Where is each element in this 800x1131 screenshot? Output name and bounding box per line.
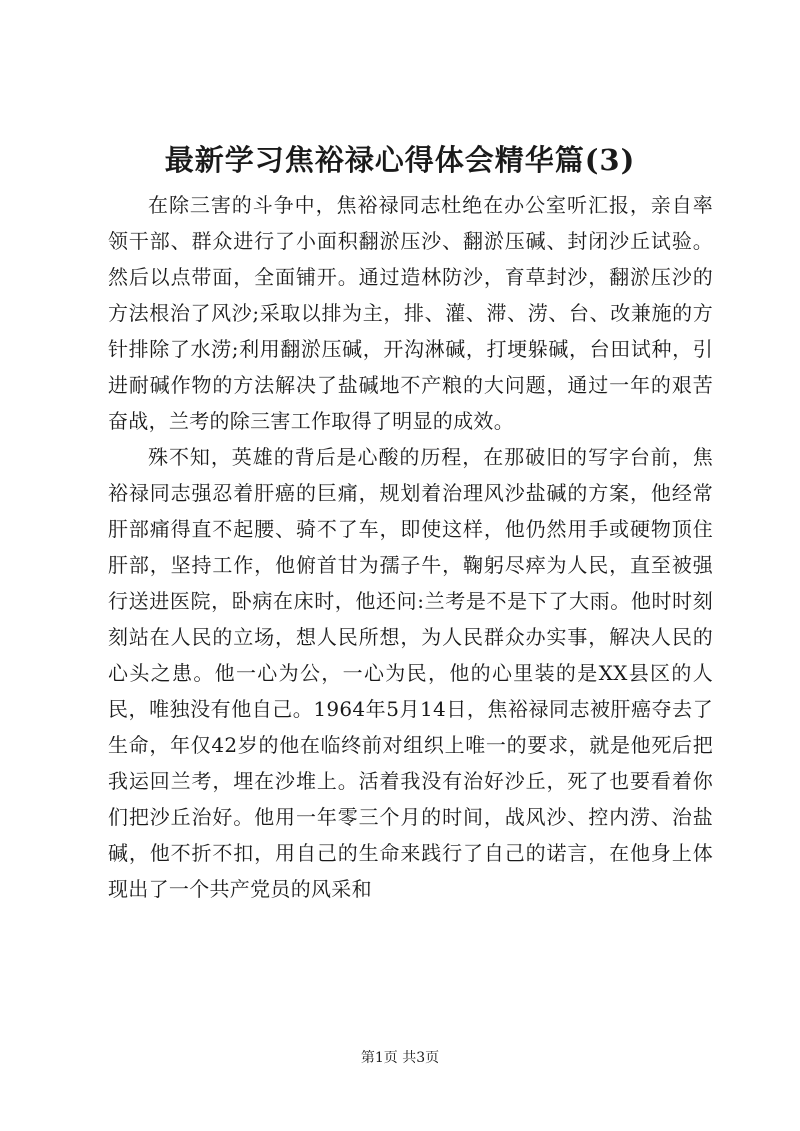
paragraph-2: 殊不知，英雄的背后是心酸的历程，在那破旧的写字台前，焦裕禄同志强忍着肝癌的巨痛，规划着治理风沙盐碱的方案，他经常肝部痛得直不起腰、骑不了车，即使这样，他仍然用手或硬物顶住肝部，坚持工作，他俯首甘为孺子牛，鞠躬尽瘁为人民，直至被强行送进医院，卧病在床时，他还问:兰考是不是下了大雨。他时时刻刻站在人民的立场，想人民所想，为人民群众办实事，解决人民的心头之患。他一心为公，一心为民，他的心里装的是XX县区的人民，唯独没有他自己。1964年5月14日，焦裕禄同志被肝癌夺去了生命，年仅42岁的他在临终前对组织上唯一的要求，就是他死后把我运回兰考，埋在沙堆上。活着我没有治好沙丘，死了也要看着你们把沙丘治好。他用一年零三个月的时间，战风沙、控内涝、治盐碱，他不折不扣，用自己的生命来践行了自己的诺言，在他身上体现出了一个共产党员的风采和: [108, 445, 713, 901]
paragraph-1: 在除三害的斗争中，焦裕禄同志杜绝在办公室听汇报，亲自率领干部、群众进行了小面积翻淤压沙、翻淤压碱、封闭沙丘试验。然后以点带面，全面铺开。通过造林防沙，育草封沙，翻淤压沙的方法根治了风沙;采取以排为主，排、灌、滞、涝、台、改兼施的方针排除了水涝;利用翻淤压碱，开沟淋碱，打埂躲碱，台田试种，引进耐碱作物的方法解决了盐碱地不产粮的大问题，通过一年的艰苦奋战，兰考的除三害工作取得了明显的成效。: [108, 193, 713, 433]
page-number: 第1页: [360, 1050, 398, 1066]
page-total: 共3页: [402, 1050, 440, 1066]
page-title: 最新学习焦裕禄心得体会精华篇(3): [164, 143, 636, 177]
page-footer: [0, 1048, 800, 1068]
document-body: [108, 187, 713, 907]
